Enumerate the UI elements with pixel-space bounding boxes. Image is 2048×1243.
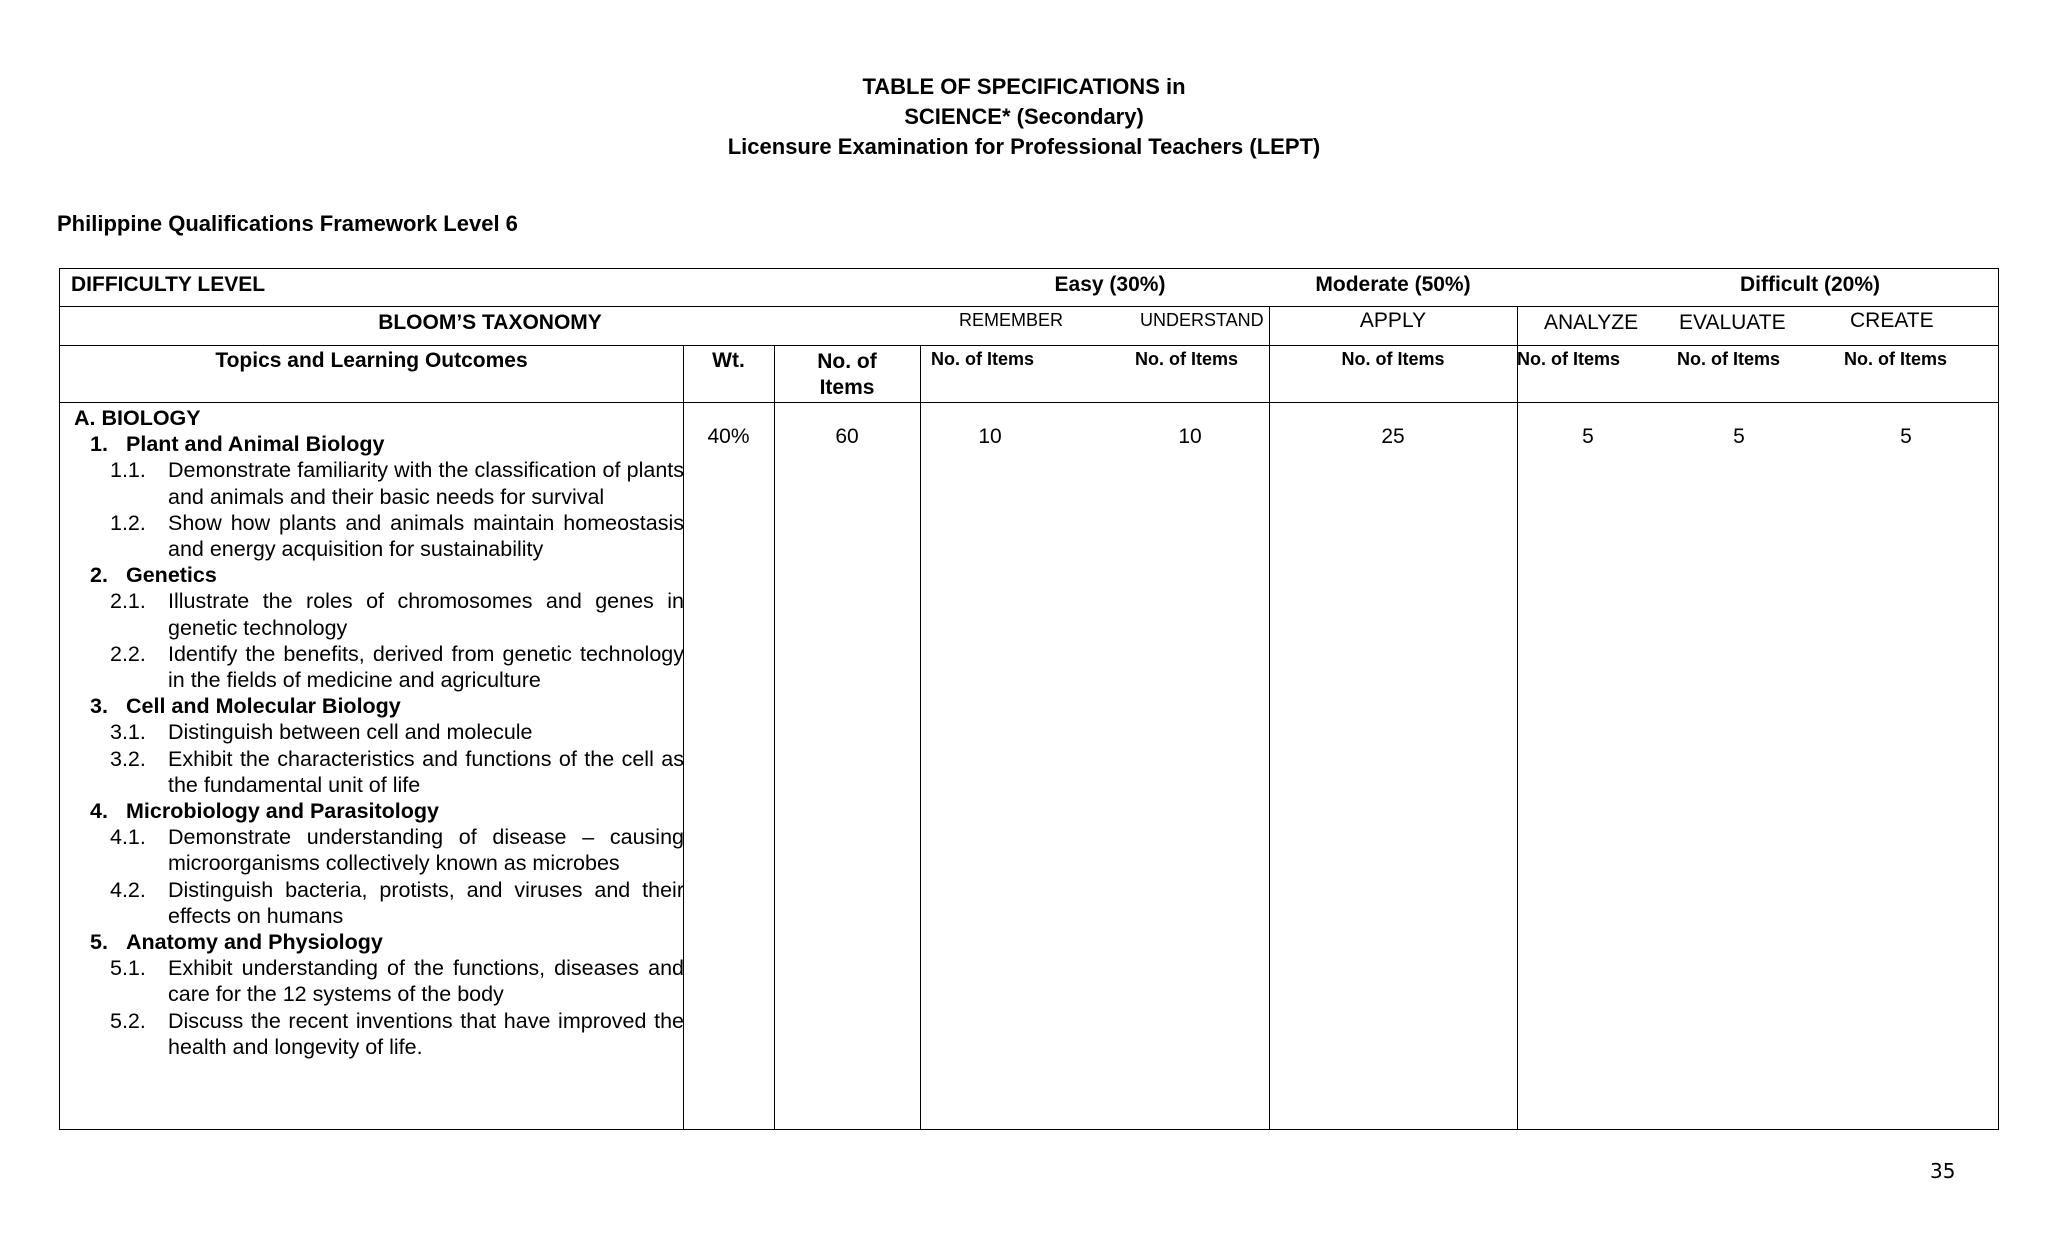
title-line-2: SCIENCE* (Secondary)	[904, 104, 1144, 129]
items-header-line-2: Items	[819, 376, 875, 399]
col-divider	[774, 345, 775, 1129]
outcome-item	[74, 719, 684, 745]
outcome-number: 4.1.	[110, 825, 146, 850]
topic-title: Anatomy and Physiology	[126, 930, 383, 955]
outcome-item	[74, 588, 684, 640]
evaluate-items-header: No. of Items	[1677, 349, 1781, 369]
moderate-header: Moderate (50%)	[1315, 273, 1471, 296]
topic-title: Cell and Molecular Biology	[126, 694, 401, 719]
topic-heading	[74, 431, 684, 457]
col-divider	[920, 345, 921, 1129]
outcome-number: 1.2.	[110, 510, 146, 535]
row-divider	[60, 345, 1998, 346]
section-heading: A. BIOLOGY	[74, 406, 201, 430]
analyze-items-header: No. of Items	[1517, 349, 1621, 369]
items-header-line-1: No. of	[817, 350, 877, 373]
topic-heading	[74, 693, 684, 719]
outcome-item	[74, 746, 684, 798]
outcome-number: 2.2.	[110, 641, 146, 666]
outcome-text: Demonstrate understanding of disease – causing microorganisms collectively known as microbes	[168, 825, 684, 876]
outcome-item	[74, 457, 684, 509]
row-divider	[60, 306, 1998, 307]
topic-number: 1.	[90, 432, 108, 457]
apply-items-header: No. of Items	[1341, 349, 1445, 369]
bloom-understand: UNDERSTAND	[1140, 310, 1264, 330]
topic-number: 3.	[90, 694, 108, 719]
specification-table	[59, 268, 1999, 1130]
understand-items-header: No. of Items	[1135, 349, 1239, 369]
topic-number: 2.	[90, 563, 108, 588]
outcome-item	[74, 955, 684, 1007]
topic-heading	[74, 929, 684, 955]
topic-title: Plant and Animal Biology	[126, 432, 385, 457]
outcome-text: Distinguish bacteria, protists, and viruses and their effects on humans	[168, 877, 684, 928]
col-divider	[1517, 306, 1518, 1129]
outcome-text: Demonstrate familiarity with the classification of plants and animals and their basic needs for survival	[168, 458, 684, 509]
bloom-create: CREATE	[1850, 309, 1934, 332]
outcome-text: Distinguish between cell and molecule	[168, 720, 533, 745]
bloom-analyze: ANALYZE	[1544, 311, 1639, 334]
title-line-1: TABLE OF SPECIFICATIONS in	[862, 74, 1186, 99]
outcome-number: 2.1.	[110, 589, 146, 614]
bloom-remember: REMEMBER	[959, 310, 1064, 330]
weight-value: 40%	[707, 425, 750, 448]
outcome-item	[74, 1008, 684, 1060]
topic-heading	[74, 798, 684, 824]
understand-value: 10	[1178, 425, 1202, 448]
topic-title: Genetics	[126, 563, 217, 588]
outcome-number: 4.2.	[110, 877, 146, 902]
outcome-text: Exhibit the characteristics and functions of the cell as the fundamental unit of life	[168, 746, 684, 797]
outcome-item	[74, 877, 684, 929]
outcome-item	[74, 641, 684, 693]
outcome-text: Show how plants and animals maintain homeostasis and energy acquisition for sustainability	[168, 510, 684, 562]
apply-value: 25	[1381, 425, 1405, 448]
items-value: 60	[835, 425, 859, 448]
outcome-number: 5.2.	[110, 1008, 146, 1033]
bloom-taxonomy-label: BLOOM’S TAXONOMY	[378, 311, 602, 334]
outcome-text: Identify the benefits, derived from genetic technology in the fields of medicine and agriculture	[168, 641, 684, 693]
topic-title: Microbiology and Parasitology	[126, 799, 439, 824]
topic-heading	[74, 562, 684, 588]
outcome-text: Illustrate the roles of chromosomes and genes in genetic technology	[168, 589, 684, 640]
document-title	[0, 72, 2048, 162]
learning-outcomes	[74, 405, 684, 1060]
topic-number: 4.	[90, 799, 108, 824]
evaluate-value: 5	[1733, 425, 1745, 448]
create-value: 5	[1900, 425, 1912, 448]
title-line-3: Licensure Examination for Professional Teachers (LEPT)	[727, 134, 1321, 159]
topic-number: 5.	[90, 930, 108, 955]
remember-value: 10	[978, 425, 1002, 448]
items-header	[774, 349, 920, 401]
row-divider	[60, 402, 1998, 403]
outcome-number: 5.1.	[110, 956, 146, 981]
topics-header: Topics and Learning Outcomes	[215, 349, 528, 372]
outcome-text: Discuss the recent inventions that have improved the health and longevity of life.	[168, 1008, 684, 1059]
create-items-header: No. of Items	[1844, 349, 1948, 369]
difficulty-level-label: DIFFICULTY LEVEL	[71, 273, 266, 296]
outcome-item	[74, 824, 684, 876]
difficult-header: Difficult (20%)	[1739, 273, 1880, 296]
outcome-text: Exhibit understanding of the functions, diseases and care for the 12 systems of the body	[168, 956, 684, 1007]
bloom-evaluate: EVALUATE	[1679, 311, 1786, 334]
weight-header: Wt.	[712, 349, 745, 372]
outcome-number: 3.2.	[110, 746, 146, 771]
outcome-item	[74, 510, 684, 562]
easy-header: Easy (30%)	[1054, 273, 1166, 296]
outcome-number: 1.1.	[110, 458, 146, 483]
page-number: 35	[1930, 1159, 1956, 1183]
framework-label: Philippine Qualifications Framework Level 6	[57, 211, 518, 236]
remember-items-header: No. of Items	[931, 349, 1035, 369]
analyze-value: 5	[1582, 425, 1594, 448]
bloom-apply: APPLY	[1359, 309, 1427, 332]
outcome-number: 3.1.	[110, 720, 146, 745]
